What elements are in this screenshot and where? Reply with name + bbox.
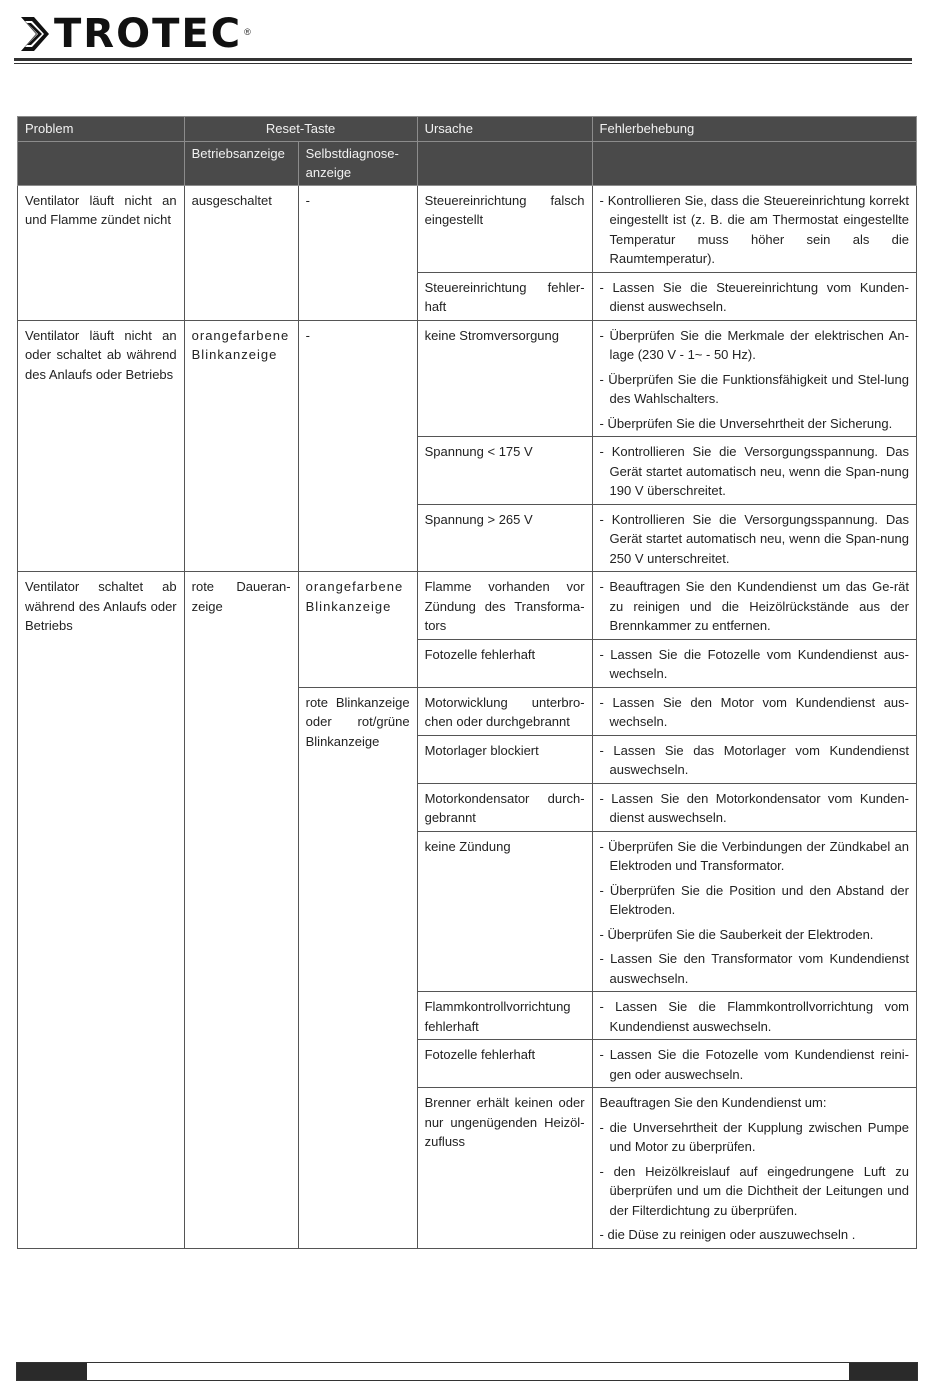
fix-cell [592, 992, 916, 1040]
fix-cell [592, 272, 916, 320]
fix-item: - Überprüfen Sie die Position und den Abstand der Elektroden. [599, 882, 909, 917]
cause-cell: Fotozelle fehlerhaft [417, 1040, 592, 1088]
subheader-empty [417, 141, 592, 185]
footer-bar [16, 1362, 918, 1381]
cause-cell: Brenner erhält keinen oder nur ungenügenden Heizöl-zufluss [417, 1088, 592, 1249]
footer-block-right [849, 1363, 917, 1380]
table-row [18, 320, 917, 437]
fix-item: - Überprüfen Sie die Sauberkeit der Elektroden. [599, 926, 874, 942]
fix-item: - Beauftragen Sie den Kundendienst um das Ge-rät zu reinigen und die Heizölrückstände aus der Brennkammer zu entfernen. [599, 579, 909, 633]
cause-cell: keine Zündung [417, 831, 592, 992]
operating-cell: orangefarbene Blinkanzeige [184, 320, 298, 572]
cause-cell: Fotozelle fehlerhaft [417, 639, 592, 687]
cause-cell: Flammkontrollvorrichtung fehlerhaft [417, 992, 592, 1040]
cause-cell: Motorkondensator durch-gebrannt [417, 783, 592, 831]
fix-cell [592, 504, 916, 572]
brand-logo [20, 11, 251, 57]
trotec-chevron-icon [20, 16, 50, 52]
cause-cell: Spannung < 175 V [417, 437, 592, 505]
cause-cell: Steuereinrichtung falsch eingestellt [417, 185, 592, 272]
table-row [18, 185, 917, 272]
fix-cell [592, 783, 916, 831]
fix-cell [592, 831, 916, 992]
cause-cell: Steuereinrichtung fehler-haft [417, 272, 592, 320]
table-row [18, 572, 917, 640]
fix-item: - Überprüfen Sie die Funktionsfähigkeit und Stel-lung des Wahlschalters. [599, 371, 909, 406]
subheader-empty [18, 141, 185, 185]
selfdiag-cell: - [298, 320, 417, 572]
fix-item: - Lassen Sie den Motor vom Kundendienst aus-wechseln. [599, 694, 909, 729]
fix-cell [592, 687, 916, 735]
header-fix: Fehlerbehebung [592, 117, 916, 142]
fix-item: - Lassen Sie das Motorlager vom Kundendienst auswechseln. [599, 742, 909, 777]
fix-cell [592, 185, 916, 272]
troubleshooting-table [17, 116, 917, 1249]
fix-cell [592, 1088, 916, 1249]
fix-item: - Lassen Sie die Fotozelle vom Kundendienst reini-gen oder auswechseln. [599, 1047, 909, 1082]
fix-item: - Überprüfen Sie die Verbindungen der Zündkabel an Elektroden und Transformator. [599, 838, 909, 873]
subheader-empty [592, 141, 916, 185]
fix-item: - die Unversehrtheit der Kupplung zwischen Pumpe und Motor zu überprüfen. [599, 1119, 909, 1154]
header-cause: Ursache [417, 117, 592, 142]
header-reset: Reset-Taste [184, 117, 417, 142]
operating-cell: rote Daueran-zeige [184, 572, 298, 1249]
fix-item: - Kontrollieren Sie die Versorgungsspannung. Das Gerät startet automatisch neu, wenn die Span-nung 250 V unterschreitet. [599, 511, 909, 566]
fix-item: - Lassen Sie die Fotozelle vom Kundendienst aus-wechseln. [599, 646, 909, 681]
fix-item: - Kontrollieren Sie die Versorgungsspannung. Das Gerät startet automatisch neu, wenn die Span-nung 190 V überschreitet. [599, 444, 909, 498]
header-row [18, 117, 917, 142]
header-rule [14, 58, 912, 61]
fix-cell [592, 639, 916, 687]
fix-item: - Lassen Sie die Steuereinrichtung vom Kunden-dienst auswechseln. [599, 279, 909, 314]
cause-cell: keine Stromversorgung [417, 320, 592, 437]
problem-cell: Ventilator läuft nicht an und Flamme zündet nicht [18, 185, 185, 320]
fix-item: - die Düse zu reinigen oder auszuwechseln . [599, 1227, 856, 1242]
fix-cell [592, 735, 916, 783]
problem-cell: Ventilator läuft nicht an oder schaltet ab während des Anlaufs oder Betriebs [18, 320, 185, 572]
selfdiag-cell: rote Blinkanzeige oder rot/grüne Blinkanzeige [298, 687, 417, 1248]
fix-cell [592, 437, 916, 505]
fix-item: - Kontrollieren Sie, dass die Steuereinrichtung korrekt eingestellt ist (z. B. die am Thermostat eingestellte Temperatur muss höher sein als die Raumtemperatur). [599, 192, 909, 266]
operating-cell: ausgeschaltet [184, 185, 298, 320]
fix-item: - Lassen Sie den Transformator vom Kundendienst auswechseln. [599, 951, 909, 986]
registered-mark: ® [244, 27, 251, 37]
fix-item: - den Heizölkreislauf auf eingedrungene Luft zu überprüfen und um die Dichtheit der Leitungen und der Filterdichtung zu überprüfen. [599, 1163, 909, 1218]
selfdiag-cell: orangefarbene Blinkanzeige [298, 572, 417, 688]
cause-cell: Flamme vorhanden vor Zündung des Transforma-tors [417, 572, 592, 640]
footer-block-left [17, 1363, 87, 1380]
fix-intro: Beauftragen Sie den Kundendienst um: [599, 1095, 827, 1110]
cause-cell: Motorlager blockiert [417, 735, 592, 783]
fix-item: - Lassen Sie die Flammkontrollvorrichtung vom Kundendienst auswechseln. [599, 999, 909, 1034]
subheader-row [18, 141, 917, 185]
subheader-selfdiag: Selbstdiagnose-anzeige [298, 141, 417, 185]
header-rule-thin [14, 63, 912, 64]
problem-cell: Ventilator schaltet ab während des Anlaufs oder Betriebs [18, 572, 185, 1249]
fix-item: - Überprüfen Sie die Unversehrtheit der Sicherung. [599, 415, 893, 431]
fix-item: - Überprüfen Sie die Merkmale der elektrischen An-lage (230 V - 1~ - 50 Hz). [599, 327, 909, 362]
header-problem: Problem [18, 117, 185, 142]
fix-item: - Lassen Sie den Motorkondensator vom Kunden-dienst auswechseln. [599, 790, 909, 825]
cause-cell: Motorwicklung unterbro-chen oder durchgebrannt [417, 687, 592, 735]
brand-name: TROTEC [54, 11, 243, 57]
cause-cell: Spannung > 265 V [417, 504, 592, 572]
subheader-operating: Betriebsanzeige [184, 141, 298, 185]
fix-cell [592, 320, 916, 437]
fix-cell [592, 572, 916, 640]
fix-cell [592, 1040, 916, 1088]
selfdiag-cell: - [298, 185, 417, 320]
